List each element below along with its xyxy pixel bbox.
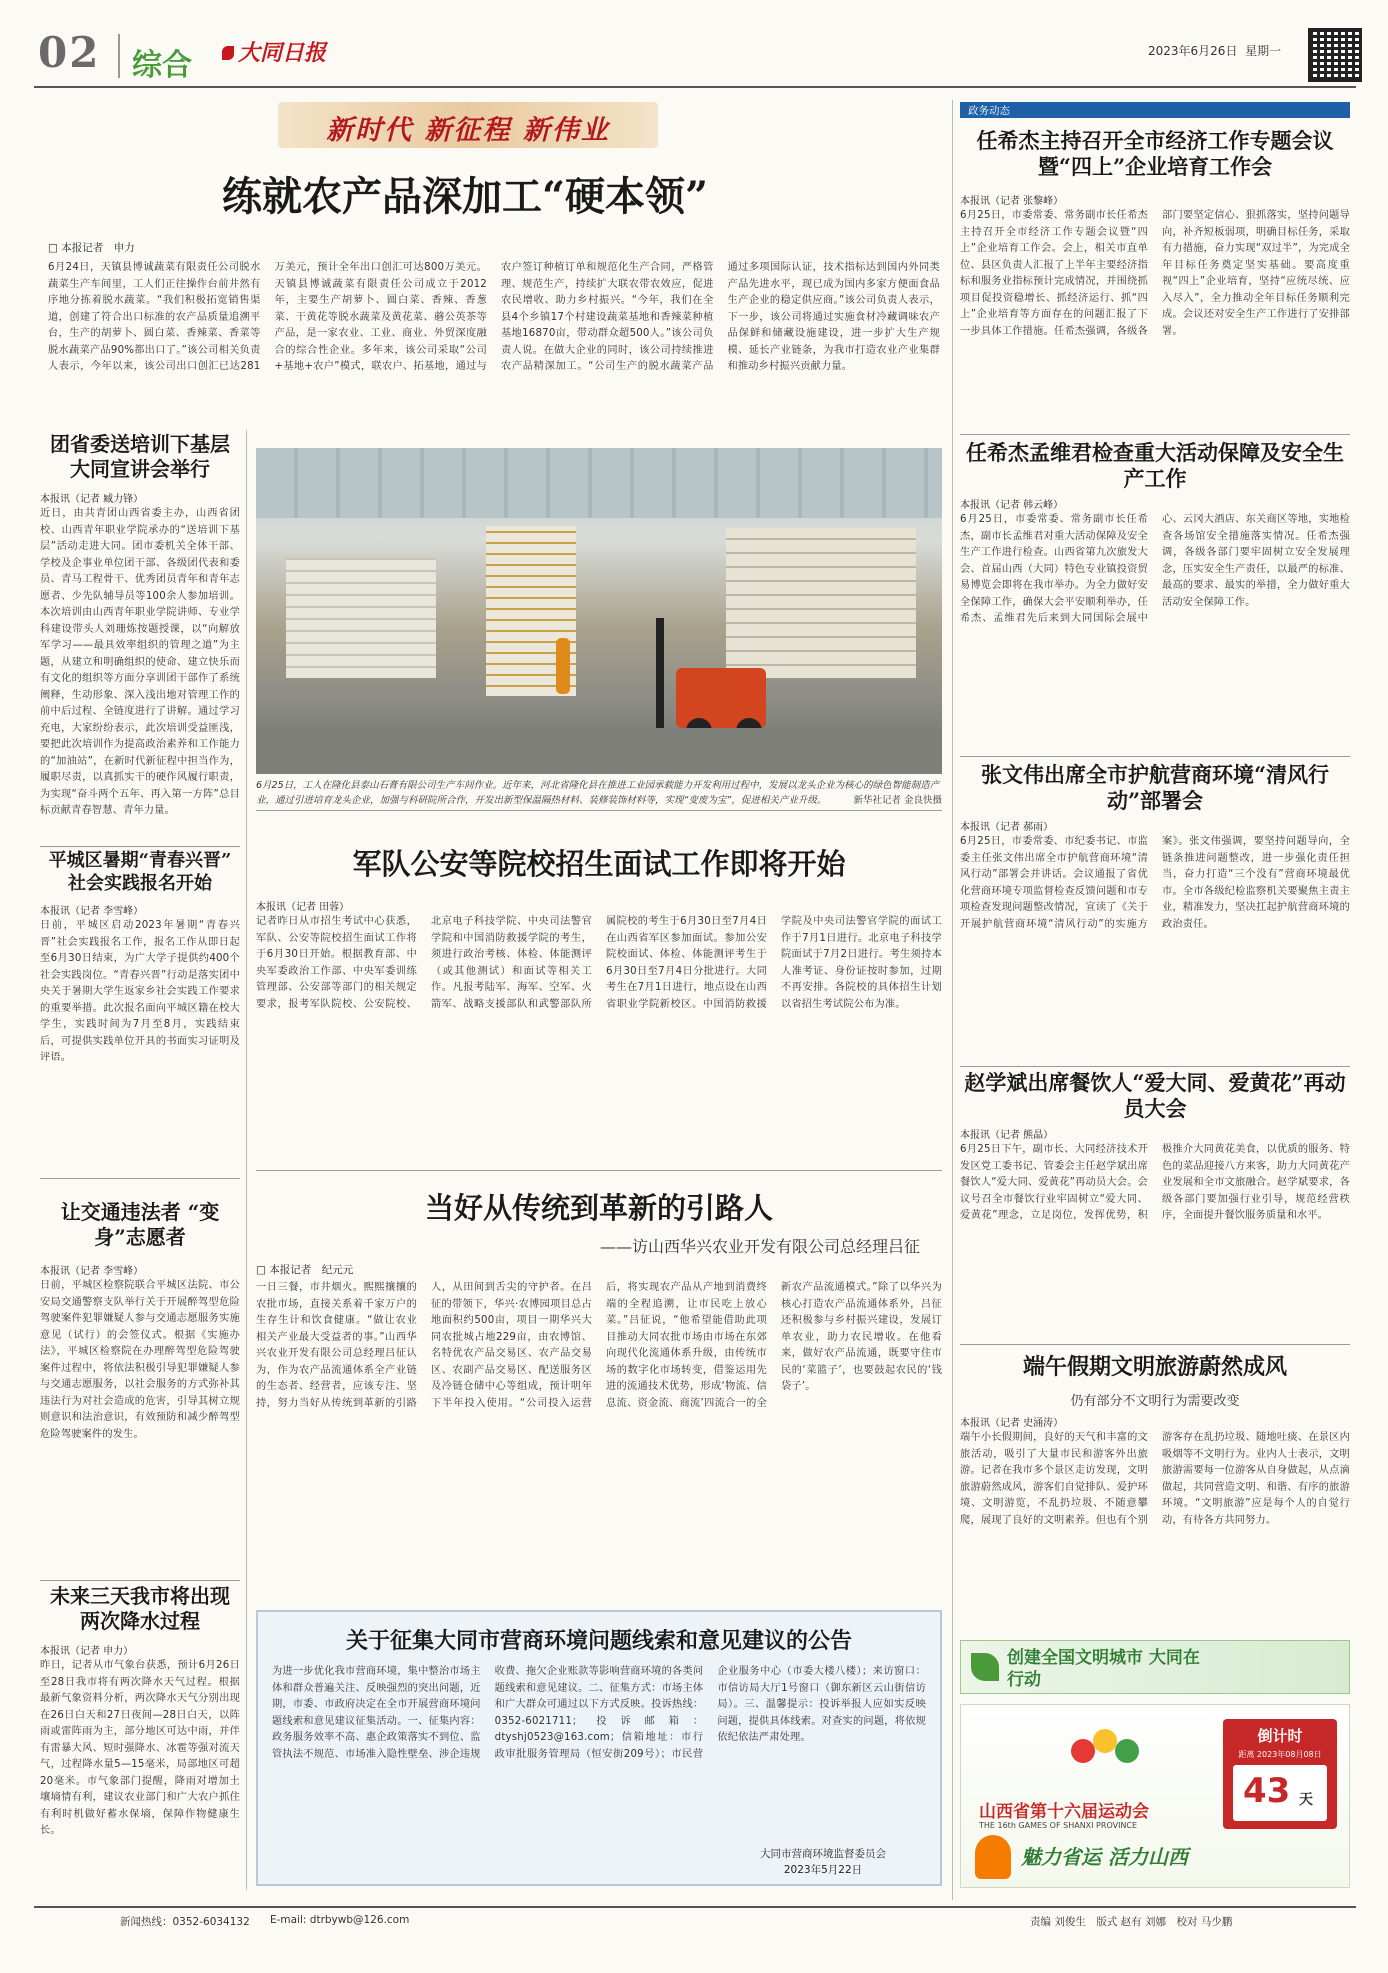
footer-email: E-mail: dtrbywb@126.com (270, 1914, 410, 1926)
page-number: 02 (38, 28, 101, 77)
right-story-1-headline: 任希杰主持召开全市经济工作专题会议暨“四上”企业培育工作会 (976, 128, 1334, 180)
right-divider-4 (960, 1344, 1350, 1345)
left-story-3-headline: 让交通违法者 “变身”志愿者 (60, 1200, 220, 1249)
left-story-4-byline: 本报讯（记者 申力） (40, 1646, 134, 1657)
masthead-logo: 大同日报 (222, 36, 326, 67)
photo-ceiling (256, 448, 942, 518)
countdown-box (1223, 1719, 1337, 1829)
photo-caption: 6月25日，工人在隆化县泰山石膏有限公司生产车间作业。近年来，河北省隆化县在推进工业园承载能力开发利用过程中，发展以龙头企业为核心的绿色智能制造产业，通过引进培育龙头企业，加强与科研院所合作，开发出新型保温隔热材料、装修装饰材料等，实现“变废为宝”，促进相关产业升级。 新华社记者 金良快摄 (256, 778, 942, 808)
countdown-days: 43 (1243, 1771, 1291, 1811)
left-story-3-body: 日前，平城区检察院联合平城区法院、市公安局交通警察支队举行关于开展醉驾型危险驾驶案件犯罪嫌疑人参与交通志愿服务实施意见（试行）的会签仪式。根据《实施办法》，平城区检察院在办理醉驾型危险驾驶案件过程中，将依法积极引导犯罪嫌疑人参与交通志愿服务，以社会服务的方式弥补其违法行为对社会造成的危害，引导其树立规则意识和法治意识，有效预防和减少醉驾型危险驾驶案件的发生。 (40, 1280, 240, 1440)
header-date: 2023年6月26日 星期一 (1148, 44, 1282, 58)
games-english: THE 16th GAMES OF SHANXI PROVINCE (979, 1821, 1138, 1830)
notice-date: 2023年5月22日 (783, 1864, 863, 1876)
right-story-4-byline: 本报讯（记者 熊晶） (960, 1130, 1054, 1141)
left-divider-3 (40, 1580, 240, 1581)
left-story-1-body: 近日，由共青团山西省委主办，山西省团校、山西青年职业学院承办的“送培训下基层”活动走进大同。团市委机关全体干部、学校及企事业单位团干部、各级团代表和委员、青马工程骨干、优秀团员青年和青年志愿者、少先队辅导员等100余人参加培训。本次培训由山西青年职业学院讲师、专业学科建设带头人刘珊炼按题授课，以“向解放军学习——最具效率组织的管理之道”为主题，从建立和明确组织的使命、建立快乐而有文化的组织等方面分享训团干部作了系统阐释，生动形象、深入浅出地对管理工作的前中后过程、全链度进行了讲解。通过学习充电，大家纷纷表示，此次培训受益匪浅，要把此次培训作为提高政治素养和工作能力的“加油站”，在新时代新征程中担当作为，履职尽责，以真抓实干的硬作风履行职责，为实现“奋斗两个五年、再入第一方阵”总目标贡献青春智慧、青年力量。 (40, 508, 240, 817)
masthead-flame-icon (222, 46, 234, 60)
notice-headline: 关于征集大同市营商环境问题线索和意见建议的公告 (345, 1628, 852, 1654)
left-story-2-headline: 平城区暑期“青春兴晋” 社会实践报名开始 (48, 850, 232, 894)
civil-city-ad (960, 1640, 1350, 1694)
lead-headline: 练就农产品深加工“硬本领” (221, 173, 708, 220)
holiday-subtitle: 仍有部分不文明行为需要改变 (1070, 1394, 1240, 1409)
left-divider-1 (40, 846, 240, 847)
games-title: 山西省第十六届运动会 (979, 1802, 1149, 1822)
interview-top-rule (256, 1170, 942, 1171)
games-ad (960, 1704, 1350, 1888)
right-story-3-byline: 本报讯（记者 郝雨） (960, 822, 1054, 833)
right-story-4-body: 6月25日下午，副市长、大同经济技术开发区党工委书记、管委会主任赵学斌出席餐饮人“爱大同、爱黄花”再动员大会。会议号召全市餐饮行业牢固树立“爱大同、爱黄花”理念，立足岗位，发挥优势，积极推介大同黄花美食，以优质的服务、特色的菜品迎接八方来客，助力大同黄花产业发展和全市文旅融合。赵学斌要求，各级各部门要加强行业引导，规范经营秩序，全面提升餐饮服务质量和水平。 (960, 1144, 1350, 1222)
interview-byline: □ 本报记者 纪元元 (256, 1264, 354, 1276)
countdown-days-box (1233, 1765, 1327, 1821)
left-story-4-headline: 未来三天我市将出现 两次降水过程 (50, 1584, 230, 1633)
worker-figure (556, 638, 570, 694)
countdown-label: 倒计时 (1257, 1727, 1303, 1745)
left-story-1-headline: 团省委送培训下基层 大同宣讲会举行 (50, 432, 230, 481)
lead-byline: □ 本报记者 申力 (48, 242, 135, 254)
notice-body: 为进一步优化我市营商环境，集中整治市场主体和群众普遍关注、反映强烈的突出问题，近期，市委、市政府决定在全市开展营商环境问题线索和意见建议征集活动。一、征集内容：政务服务效率不高、惠企政策落实不到位、监管执法不规范、市场准入隐性壁垒、涉企违规收费、拖欠企业账款等影响营商环境的各类问题线索和意见建议。二、征集方式：市场主体和广大群众可通过以下方式反映。投诉热线：0352-6021711；投诉邮箱：dtyshj0523@163.com；信箱地址：市行政审批服务管理局（恒安街209号）；市民营企业服务中心（市委大楼八楼）；来访窗口：市信访局大厅1号窗口（御东新区云山街信访局）。三、温馨提示：投诉举报人应如实反映问题，提供具体线索。对查实的问题，将依规依纪依法严肃处理。 (272, 1666, 926, 1760)
section-name: 综合 (132, 48, 192, 83)
holiday-byline: 本报讯（记者 史涌涛） (960, 1418, 1064, 1429)
right-story-3-body: 6月25日，市委常委、市纪委书记、市监委主任张文伟出席全市护航营商环境“清风行动”部署会并讲话。会议通报了省优化营商环境专项监督检查反馈问题和市专项检查发现问题整改情况，宣读了《关于开展护航营商环境“清风行动”的实施方案》。张文伟强调，要坚持问题导向，全链条推进问题整改，进一步强化责任担当，奋力打造“三个没有”营商环境最优市。全市各级纪检监察机关要聚焦主责主业，精准发力，坚决扛起护航营商环境的政治责任。 (960, 836, 1350, 930)
right-story-1-byline: 本报讯（记者 张黎峰） (960, 196, 1064, 207)
left-story-3-byline: 本报讯（记者 李雪峰） (40, 1266, 144, 1277)
games-slogan: 魅力省运 活力山西 (1021, 1845, 1188, 1869)
countdown-date: 距离 2023年08月08日 (1238, 1750, 1322, 1759)
photo-floor (256, 728, 942, 774)
tag-label: 政务动态 (968, 105, 1010, 117)
left-story-1-byline: 本报讯（记者 臧力锋） (40, 494, 144, 505)
left-column-rule (246, 430, 247, 1890)
holiday-headline: 端午假期文明旅游蔚然成风 (1022, 1354, 1287, 1380)
footer-rule (34, 1906, 1356, 1908)
photo-credit: 新华社记者 金良快摄 (853, 795, 942, 807)
news-photo (256, 448, 942, 774)
civil-city-leaf-icon (971, 1653, 999, 1681)
civil-city-ad-text: 创建全国文明城市 大同在行动 (1007, 1648, 1200, 1691)
right-divider-2 (960, 756, 1350, 757)
left-story-4-body: 昨日，记者从市气象台获悉，预计6月26日至28日我市将有两次降水天气过程。根据最新气象资料分析，两次降水天气分别出现在26日白天和27日夜间—28日白天，以阵雨或雷阵雨为主，部分地区可达中雨，并伴有雷暴大风、短时强降水、冰雹等强对流天气，过程降水量5—15毫米，局部地区可超20毫米。市气象部门提醒，降雨对增加土壤墒情有利，建议农业部门和广大农户抓住有利时机做好蓄水保墒，保障作物健康生长。 (40, 1660, 240, 1837)
right-story-2-byline: 本报讯（记者 韩云峰） (960, 500, 1064, 511)
right-column-rule (952, 100, 953, 1900)
slogan-banner (278, 102, 658, 148)
left-story-2-byline: 本报讯（记者 李雪峰） (40, 906, 144, 917)
countdown-unit: 天 (1299, 1792, 1313, 1808)
military-headline: 军队公安等院校招生面试工作即将开始 (352, 847, 846, 881)
holiday-body: 端午小长假期间，良好的天气和丰富的文旅活动，吸引了大量市民和游客外出旅游。记者在我市多个景区走访发现，文明旅游蔚然成风，游客们自觉排队、爱护环境、文明游览，不乱扔垃圾、不随意攀爬，展现了良好的文明素养。但也有个别游客存在乱扔垃圾、随地吐痰、在景区内吸烟等不文明行为。业内人士表示，文明旅游需要每一位游客从自身做起，从点滴做起，共同营造文明、和谐、有序的旅游环境。“文明旅游”应是每个人的自觉行动，有待各方共同努力。 (960, 1432, 1350, 1526)
header-divider (118, 34, 120, 78)
right-story-4-headline: 赵学斌出席餐饮人“爱大同、爱黄花”再动员大会 (964, 1070, 1346, 1122)
qr-code-icon (1308, 28, 1362, 82)
footer-staff: 责编 刘俊生 版式 赵有 刘娜 校对 马少鹏 (1030, 1916, 1233, 1928)
interview-subtitle: ——访山西华兴农业开发有限公司总经理吕征 (599, 1237, 920, 1256)
right-story-3-headline: 张文伟出席全市护航营商环境“清风行动”部署会 (980, 762, 1330, 814)
left-story-2-body: 日前，平城区启动2023年暑期“青春兴晋”社会实践报名工作，报名工作从即日起至6月30日结束，为广大学子提供约400个社会实践岗位。“青春兴晋”行动是落实团中央关于暑期大学生返家乡社会实践工作要求的重要举措。此次报名面向平城区籍在校大学生，实践时间为7月至8月，实践结束后，可提供实践单位开具的书面实习证明及评语。 (40, 920, 240, 1064)
military-byline: 本报讯（记者 田蓉） (256, 902, 350, 913)
military-top-rule (256, 810, 942, 811)
photo-left-stack (286, 558, 436, 678)
interview-headline: 当好从传统到革新的引路人 (424, 1191, 773, 1225)
banner-slogan: 新时代 新征程 新伟业 (326, 115, 610, 146)
footer-hotline: 新闻热线：0352-6034132 (120, 1916, 250, 1928)
military-body: 记者昨日从市招生考试中心获悉，军队、公安等院校招生面试工作将于6月30日开始。根据教育部、中央军委政治工作部、中央军委训练管理部、公安部等部门的相关规定要求，报考军队院校、公安院校、北京电子科技学院、中央司法警官学院和中国消防救援学院的考生，须进行政治考核、体检、体能测评（或其他测试）和面试等相关工作。凡报考陆军、海军、空军、火箭军、战略支援部队和武警部队所属院校的考生于6月30日至7月4日在山西省军区参加面试。参加公安院校面试、体检、体能测评考生于6月30日至7月4日分批进行。大同考生在7月1日进行，地点设在山西省职业学院新校区。中国消防救援学院及中央司法警官学院的面试工作于7月1日进行。北京电子科技学院面试于7月2日进行。考生须持本人准考证、身份证按时参加，过期不再安排。各院校的具体招生计划以省招生考试院公布为准。 (256, 916, 942, 1010)
page-header (0, 0, 1388, 88)
left-divider-2 (40, 1178, 240, 1179)
notice-box (256, 1610, 942, 1886)
right-story-2-body: 6月25日，市委常委、常务副市长任希杰，副市长孟维君对重大活动保障及安全生产工作进行检查。山西省第九次旅发大会、首届山西（大同）特色专业镇投资贸易博览会即将在我市举办。为全力做好安全保障工作，确保大会平安顺利举办，任希杰、孟维君先后来到大同国际会展中心、云冈大酒店、东关商区等地，实地检查各场馆安全措施落实情况。任希杰强调，各级各部门要牢固树立安全发展理念，压实安全生产责任，以最严的标准、最高的要求、最实的举措，全力做好重大活动安全保障工作。 (960, 514, 1350, 625)
lead-body: 6月24日，天镇县博诚蔬菜有限责任公司脱水蔬菜生产车间里，工人们正往操作台前井然有序地分拣着脱水蔬菜。“我们积极拓宽销售渠道，创建了符合出口标准的农产品质量追溯平台，生产的胡萝卜、圆白菜、香辣菜、香菜等脱水蔬菜产品90%都出口了。”该公司相关负责人表示，今年以来，该公司出口创汇已达281万美元，预计全年出口创汇可达800万美元。天镇县博诚蔬菜有限责任公司成立于2012年，主要生产胡萝卜、圆白菜、香辣、香葱菜、干黄花等脱水蔬菜及黄花菜、蘑公英茶等产品，是一家农业、工业、商业、外贸深度融合的综合性企业。多年来，该公司采取“公司+基地+农户”模式，联农户、拓基地，通过与农户签订种植订单和规范化生产合同，严格管理、规范生产，持续扩大联农带农效应，促进农民增收、助力乡村振兴。“今年，我们在全县4个乡镇17个村建设蔬菜基地和香辣菜种植基地16870亩，带动群众超500人。”该公司负责人说。在做大企业的同时，该公司持续推进农产品精深加工。“公司生产的脱水蔬菜产品通过多项国际认证，技术指标达到国内外同类产品先进水平，现已成为国内多家方便面食品生产企业的稳定供应商。”该公司负责人表示，下一步，该公司将通过实施食材冷藏调味农产品保鲜和储藏设施建设，进一步扩大生产规模、延长产业链条，为我市打造农业产业集群和推动乡村振兴贡献力量。 (48, 262, 940, 373)
right-story-1-body: 6月25日，市委常委、常务副市长任希杰主持召开全市经济工作专题会议暨“四上”企业培育工作会。会上，相关市直单位、县区负责人汇报了上半年主要经济指标和服务业指标预计完成情况，并围绕抓项目促投资稳增长、抓经济运行、抓“四上”企业培育等方面存在的问题汇报了下一步具体工作措施。任希杰强调，各级各部门要坚定信心、狠抓落实，坚持问题导向，补齐短板弱项，明确目标任务，采取有力措施，奋力实现“双过半”，为完成全年目标任务奠定坚实基础。要高度重视“四上”企业培育，坚持“应统尽统、应入尽入”，全力推动全年目标任务顺利完成。会议还对安全生产工作进行了安排部署。 (960, 210, 1350, 337)
games-logo-icon (1071, 1725, 1141, 1769)
notice-issuer: 大同市营商环境监督委员会 (760, 1848, 886, 1860)
header-rule (34, 86, 1356, 88)
tag-bar (960, 102, 1350, 118)
interview-body: 一日三餐，市井烟火。熙熙攘攘的农批市场，直接关系着千家万户的生存生计和饮食健康。“做让农业相关产业最大受益者的事。”山西华兴农业开发有限公司总经理吕征认为，作为农产品流通体系全产业链的生态者、经营者，应该专注、坚持，努力当好从传统到革新的引路人，从田间到舌尖的守护者。在吕征的带领下，华兴·农博园项目总占地面积约500亩，项目一期华兴大同农批城占地229亩，由农博馆、名特优农产品交易区、农产品交易区、农副产品交易区、配送服务区及冷链仓储中心等组成，预计明年下半年投入使用。“公司投入运营后，将实现农产品从产地到消费终端的全程追溯，让市民吃上放心菜。”吕征说，“他希望能借助此项目推动大同农批市场由市场在东郊向现代化流通体系升级，由传统市场的数字化市场转变，借鉴运用先进的流通技术优势，形成‘物流、信息流、资金流、商流’四流合一的全新农产品流通模式。”除了以华兴为核心打造农产品流通体系外，吕征还积极参与乡村振兴建设，发展订单农业，助力农民增收。在他看来，做好农产品流通，既要守住市民的‘菜篮子’，也要鼓起农民的‘钱袋子’。 (256, 1282, 942, 1409)
right-divider-1 (960, 434, 1350, 435)
right-story-2-headline: 任希杰孟维君检查重大活动保障及安全生产工作 (966, 440, 1344, 492)
right-divider-3 (960, 1066, 1350, 1067)
games-mascot-icon (975, 1835, 1011, 1879)
